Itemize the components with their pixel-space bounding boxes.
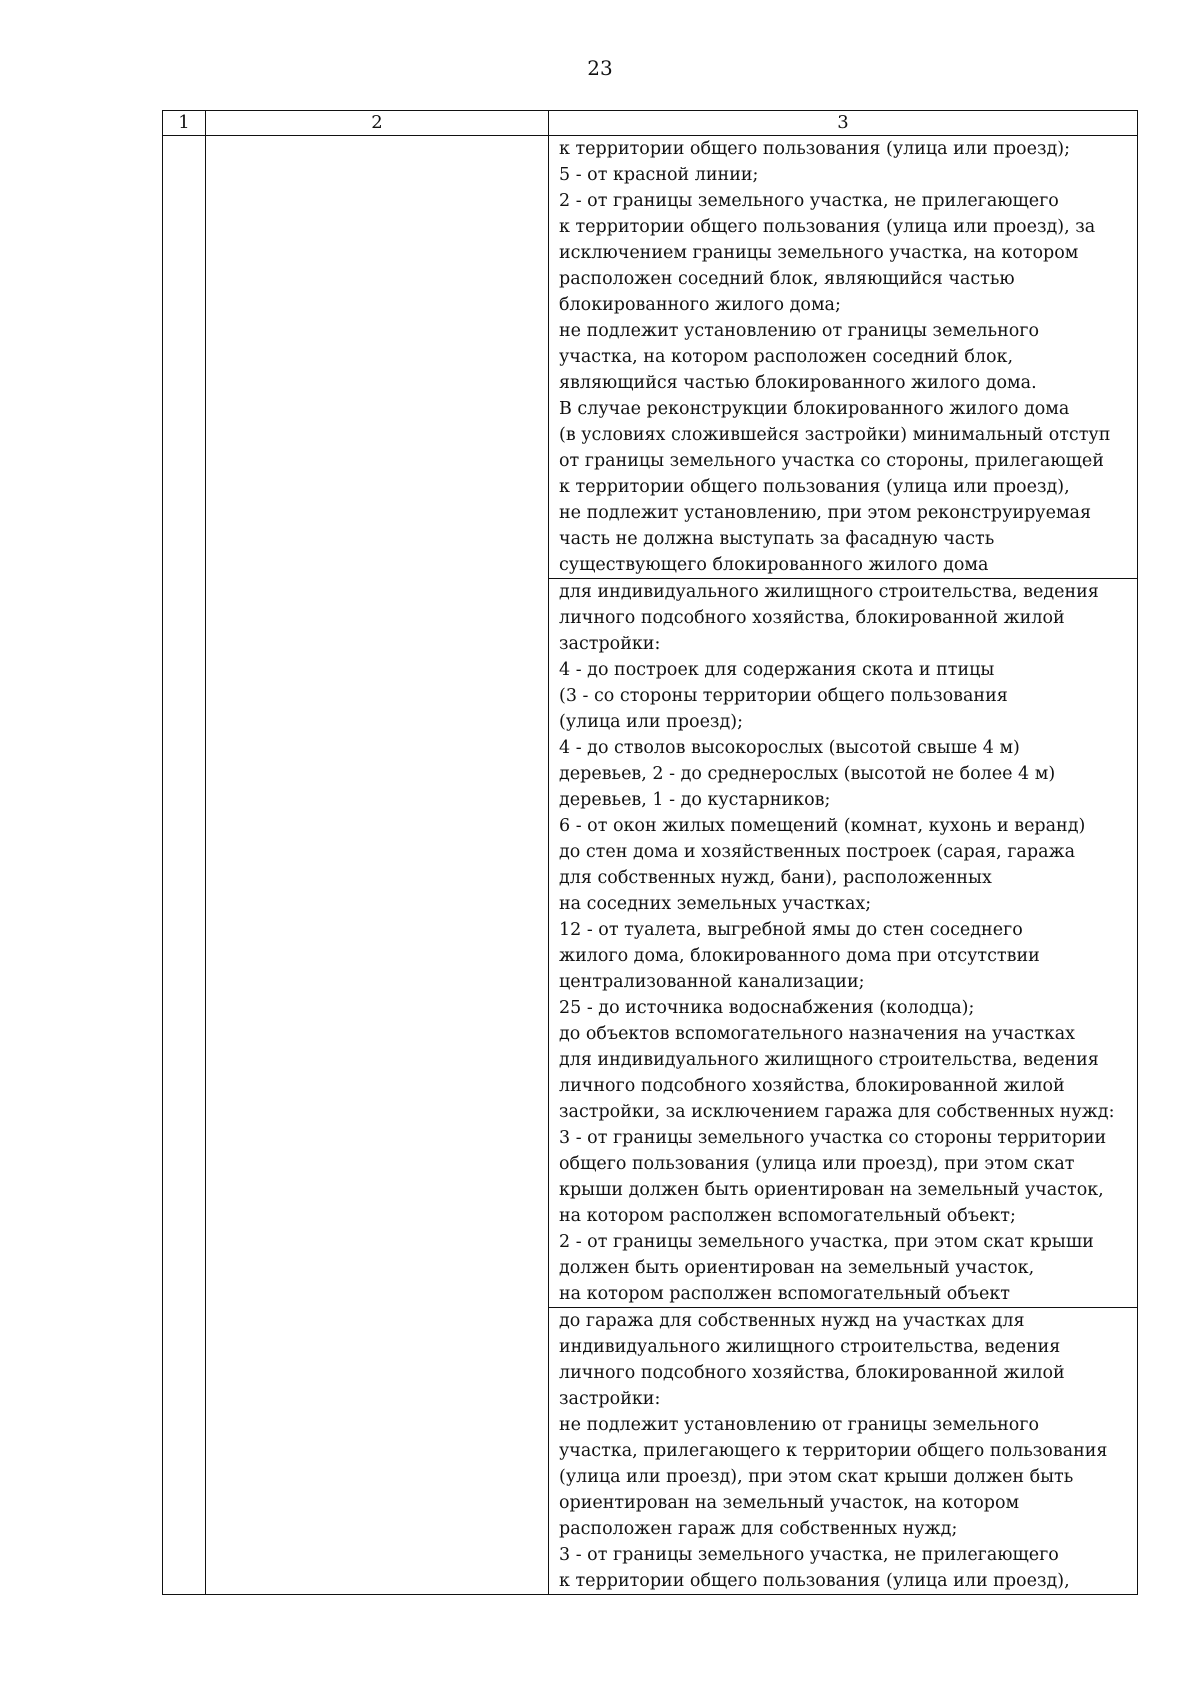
text-line: являющийся частью блокированного жилого дома.: [559, 373, 1037, 393]
column-header-2: 2: [206, 111, 549, 136]
text-line: для собственных нужд, бани), расположенных: [559, 868, 992, 888]
cell-col2: [206, 579, 549, 1308]
text-line: до объектов вспомогательного назначения на участках: [559, 1024, 1076, 1044]
text-line: для индивидуального жилищного строительства, ведения: [559, 1050, 1099, 1070]
text-line: (улица или проезд), при этом скат крыши должен быть: [559, 1467, 1074, 1487]
text-line: блокированного жилого дома;: [559, 295, 841, 315]
table-row: [163, 1308, 1138, 1595]
text-line: деревьев, 2 - до среднерослых (высотой не более 4 м): [559, 764, 1056, 784]
text-line: 5 - от красной линии;: [559, 165, 759, 185]
cell-col1: [163, 579, 206, 1308]
text-line: к территории общего пользования (улица или проезд),: [559, 1571, 1070, 1591]
cell-col3: [549, 579, 1138, 1308]
column-header-1: 1: [163, 111, 206, 136]
page-number: 23: [587, 56, 613, 80]
cell-col3: [549, 136, 1138, 579]
text-line: деревьев, 1 - до кустарников;: [559, 790, 831, 810]
text-line: должен быть ориентирован на земельный участок,: [559, 1258, 1035, 1278]
text-line: крыши должен быть ориентирован на земельный участок,: [559, 1180, 1104, 1200]
text-line: от границы земельного участка со стороны, прилегающей: [559, 451, 1104, 471]
text-line: ориентирован на земельный участок, на котором: [559, 1493, 1020, 1513]
text-line: 2 - от границы земельного участка, не прилегающего: [559, 191, 1059, 211]
text-line: застройки, за исключением гаража для собственных нужд:: [559, 1102, 1115, 1122]
text-line: 4 - до стволов высокорослых (высотой свыше 4 м): [559, 738, 1020, 758]
text-line: к территории общего пользования (улица или проезд);: [559, 139, 1070, 159]
text-line: участка, на котором расположен соседний блок,: [559, 347, 1014, 367]
text-line: личного подсобного хозяйства, блокированной жилой: [559, 608, 1065, 628]
text-line: застройки:: [559, 1389, 661, 1409]
text-line: застройки:: [559, 634, 661, 654]
text-line: участка, прилегающего к территории общего пользования: [559, 1441, 1108, 1461]
text-line: (в условиях сложившейся застройки) минимальный отступ: [559, 425, 1111, 445]
text-line: к территории общего пользования (улица или проезд), за: [559, 217, 1096, 237]
text-line: личного подсобного хозяйства, блокированной жилой: [559, 1076, 1065, 1096]
text-line: 3 - от границы земельного участка со стороны территории: [559, 1128, 1107, 1148]
text-line: личного подсобного хозяйства, блокированной жилой: [559, 1363, 1065, 1383]
cell-col2: [206, 1308, 549, 1595]
table-row: [163, 579, 1138, 1308]
text-line: к территории общего пользования (улица или проезд),: [559, 477, 1070, 497]
text-line: на котором располжен вспомогательный объект: [559, 1284, 1010, 1304]
regulations-table: [162, 110, 1138, 1595]
text-line: до гаража для собственных нужд на участках для: [559, 1311, 1025, 1331]
text-line: не подлежит установлению, при этом реконструируемая: [559, 503, 1092, 523]
text-line: жилого дома, блокированного дома при отсутствии: [559, 946, 1040, 966]
text-line: В случае реконструкции блокированного жилого дома: [559, 399, 1070, 419]
text-line: централизованной канализации;: [559, 972, 865, 992]
text-line: до стен дома и хозяйственных построек (сарая, гаража: [559, 842, 1076, 862]
cell-col1: [163, 1308, 206, 1595]
text-line: 4 - до построек для содержания скота и птицы: [559, 660, 995, 680]
text-line: на соседних земельных участках;: [559, 894, 872, 914]
text-line: для индивидуального жилищного строительства, ведения: [559, 582, 1099, 602]
text-line: не подлежит установлению от границы земельного: [559, 321, 1039, 341]
text-line: часть не должна выступать за фасадную часть: [559, 529, 995, 549]
text-line: не подлежит установлению от границы земельного: [559, 1415, 1039, 1435]
text-line: 3 - от границы земельного участка, не прилегающего: [559, 1545, 1059, 1565]
text-line: 6 - от окон жилых помещений (комнат, кухонь и веранд): [559, 816, 1086, 836]
cell-col2: [206, 136, 549, 579]
column-header-3: 3: [549, 111, 1138, 136]
text-line: на котором располжен вспомогательный объект;: [559, 1206, 1016, 1226]
cell-col3: [549, 1308, 1138, 1595]
text-line: существующего блокированного жилого дома: [559, 555, 989, 575]
table-row: [163, 136, 1138, 579]
table-header-row: [163, 111, 1138, 136]
text-line: 12 - от туалета, выгребной ямы до стен соседнего: [559, 920, 1023, 940]
text-line: расположен соседний блок, являющийся частью: [559, 269, 1015, 289]
cell-col1: [163, 136, 206, 579]
text-line: расположен гараж для собственных нужд;: [559, 1519, 958, 1539]
text-line: общего пользования (улица или проезд), при этом скат: [559, 1154, 1075, 1174]
text-line: индивидуального жилищного строительства, ведения: [559, 1337, 1061, 1357]
text-line: 25 - до источника водоснабжения (колодца);: [559, 998, 975, 1018]
text-line: 2 - от границы земельного участка, при этом скат крыши: [559, 1232, 1094, 1252]
text-line: (3 - со стороны территории общего пользования: [559, 686, 1008, 706]
text-line: (улица или проезд);: [559, 712, 743, 732]
text-line: исключением границы земельного участка, на котором: [559, 243, 1079, 263]
